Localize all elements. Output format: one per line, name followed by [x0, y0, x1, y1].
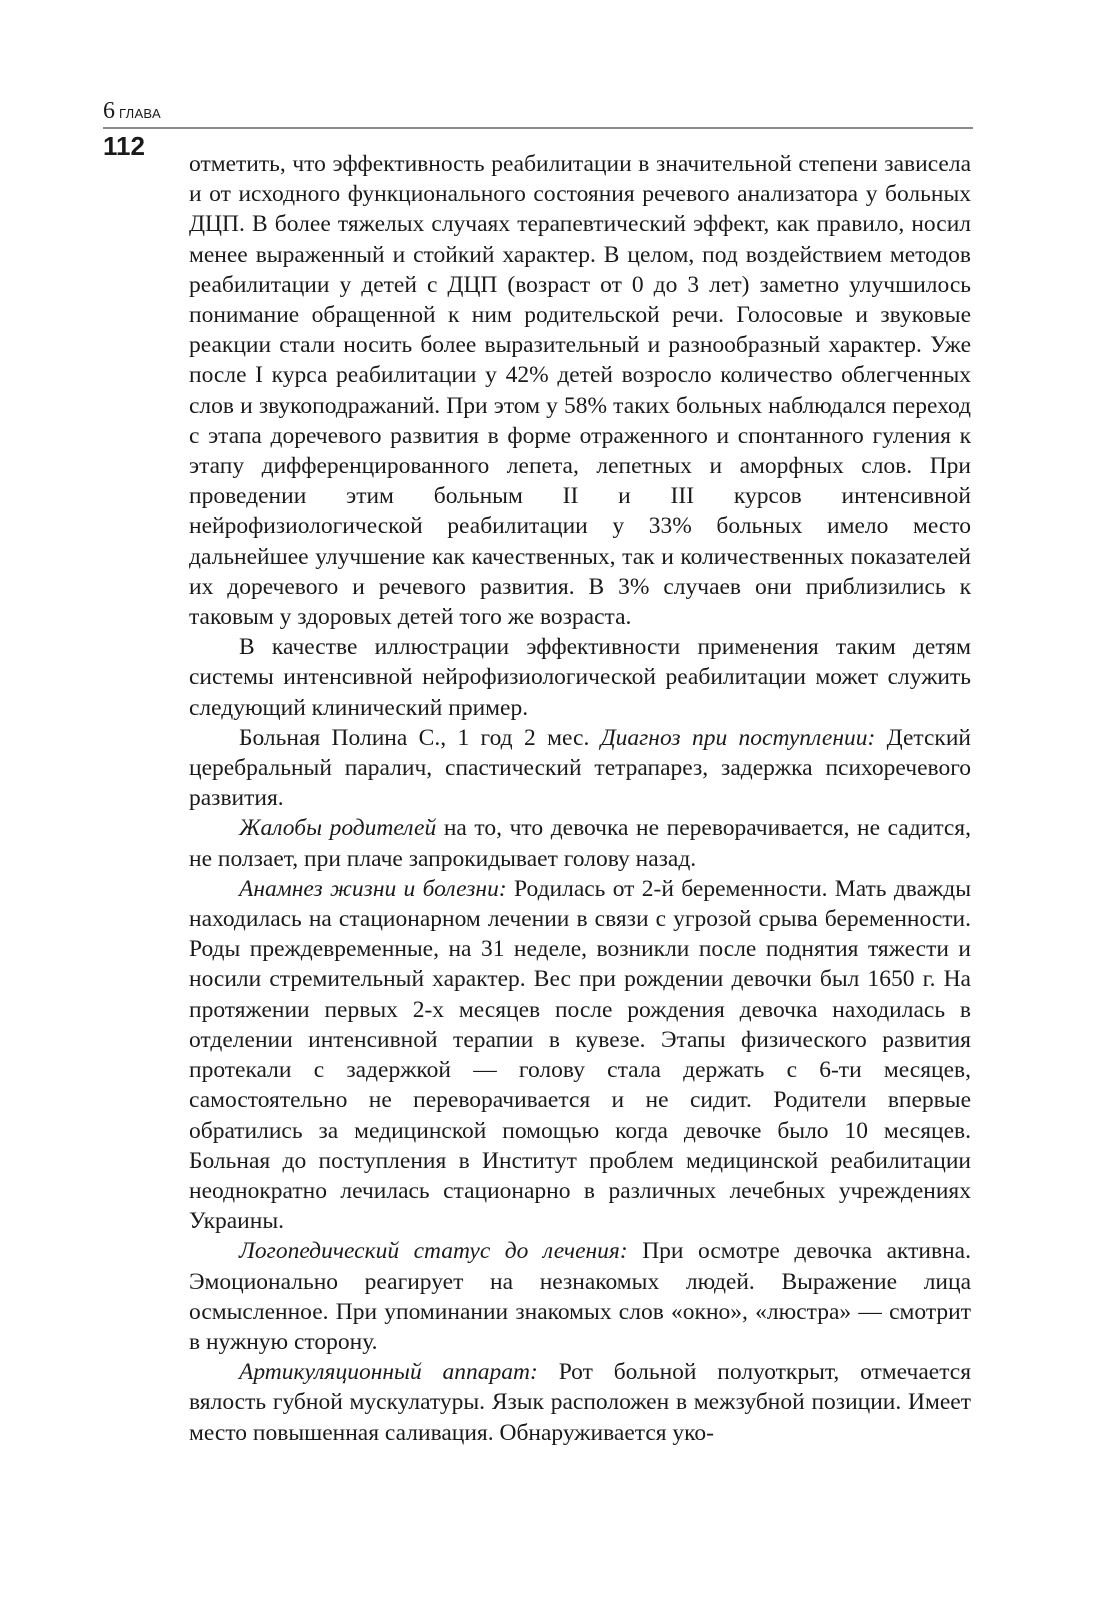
paragraph-text: Рот больной полуоткрыт, отмечается вялость губной мускулатуры. Язык расположен в межзубной позиции. Имеет место повышенная саливация. Обнаруживается уко-: [189, 1359, 972, 1446]
paragraph-text: на то, что девочка не переворачивается, не садится, не ползает, при плаче запрокидывает голову назад.: [189, 815, 971, 872]
italic-lead: Анамнез жизни и болезни:: [239, 875, 507, 902]
page-number: 112: [103, 131, 145, 161]
paragraph: [189, 632, 971, 723]
paragraph-text: Родилась от 2-й беременности. Мать дважды находилась на стационарном лечении в связи с угрозой срыва беременности. Роды преждевременные, на 31 неделе, возникли после поднятия тяжести и носили стремительный характер. Вес при рождении девочки был 1650 г. На протяжении первых 2-х месяцев после рождения девочка находилась в отделении интенсивной терапии в кувезе. Этапы физического развития протекали с задержкой — голову стала держать с 6-ти месяцев, самостоятельно не переворачивается и не сидит. Родители впервые обратились за медицинской помощью когда девочке было 10 месяцев. Больная до поступления в Институт проблем медицинской реабилитации неоднократно лечилась стационарно в различных лечебных учреждениях Украины.: [189, 875, 971, 1235]
paragraph-text: В качестве иллюстрации эффективности применения таким детям системы интенсивной нейрофизиологической реабилитации может служить следующий клинический пример.: [189, 634, 971, 721]
paragraph: [189, 1236, 971, 1357]
italic-lead: Артикуляционный аппарат:: [239, 1359, 538, 1386]
paragraph-text: При осмотре девочка активна. Эмоционально реагирует на незнакомых людей. Выражение лица осмысленное. При упоминании знакомых слов «окно», «люстра» — смотрит в нужную сторону.: [189, 1238, 971, 1355]
chapter-label: ГЛАВА: [119, 106, 161, 121]
paragraph-pre-text: Больная Полина С., 1 год 2 мес.: [239, 724, 601, 751]
italic-lead: Логопедический статус до лечения:: [239, 1238, 628, 1265]
paragraph-text: отметить, что эффективность реабилитации в значительной степени зависела и от исходного функционального состояния речевого анализатора у больных ДЦП. В более тяжелых случаях терапевтический эффект, как правило, носил менее выраженный и стойкий характер. В целом, под воздействием методов реабилитации у детей с ДЦП (возраст от 0 до 3 лет) заметно улучшилось понимание обращенной к ним родительской речи. Голосовые и звуковые реакции стали носить более выразительный и разнообразный характер. Уже после I курса реабилитации у 42% детей возросло количество облегченных слов и звукоподражаний. При этом у 58% таких больных наблюдался переход с этапа доречевого развития в форме отраженного и спонтанного гуления к этапу дифференцированного лепета, лепетных и аморфных слов. При проведении этим больным II и III курсов интенсивной нейрофизиологической реабилитации у 33% больных имело место дальнейшее улучшение как качественных, так и количественных показателей их доречевого и речевого развития. В 3% случаев они приблизились к таковым у здоровых детей того же возраста.: [189, 151, 971, 631]
header-rule: [103, 127, 973, 129]
running-head: [103, 96, 161, 129]
paragraph: [189, 723, 971, 814]
paragraph: [189, 1357, 971, 1448]
italic-lead: Диагноз при поступлении:: [600, 724, 876, 751]
body-text: [189, 149, 971, 1448]
paragraph-text: Детский церебральный паралич, спастический тетрапарез, задержка психоречевого развития.: [189, 724, 971, 812]
chapter-number: 6: [103, 98, 115, 124]
paragraph: [189, 149, 971, 632]
italic-lead: Жалобы родителей: [239, 815, 437, 842]
paragraph: [189, 874, 971, 1236]
paragraph: [189, 813, 971, 873]
